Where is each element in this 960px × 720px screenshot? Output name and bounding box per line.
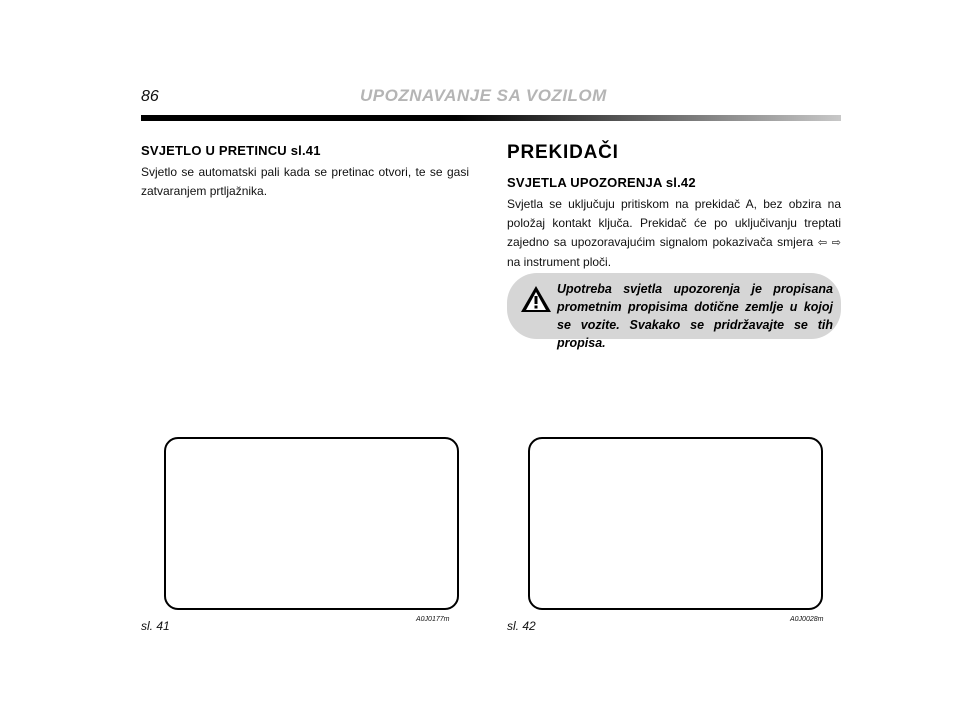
warning-box [507,273,841,350]
figure-42-frame [528,437,823,610]
right-paragraph-end: na instrument ploči. [507,255,612,269]
chapter-title: UPOZNAVANJE SA VOZILOM [360,86,607,105]
page-number: 86 [141,88,159,105]
section-title: PREKIDAČI [507,142,619,163]
right-paragraph-start: Svjetla se uključuju pritiskom na prekidač A, bez obzira na položaj kontakt ključa. Prekidač će po uključivanju treptati zajedno sa upozoravajućim signalom pokazivača smjera [507,197,841,249]
turn-right-arrow-icon: ⇨ [831,237,842,249]
warning-text: Upotreba svjetla upozorenja je propisana prometnim propisima dotične zemlje u kojoj se vozite. Svakako se pridržavajte se tih propisa. [557,282,833,350]
right-subheading: SVJETLA UPOZORENJA sl.42 [507,175,696,190]
turn-left-arrow-icon: ⇦ [817,237,828,249]
warning-triangle-icon [520,284,552,314]
figure-41-label: sl. 41 [141,619,170,633]
figure-41-code: A0J0177m [416,616,450,623]
figure-41-frame [164,437,459,610]
figure-42-code: A0J0028m [790,616,824,623]
header-rule [141,115,841,121]
left-paragraph: Svjetlo se automatski pali kada se pretinac otvori, te se gasi zatvaranjem prtljažnika. [141,165,469,198]
left-heading: SVJETLO U PRETINCU sl.41 [141,143,321,158]
figure-42-label: sl. 42 [507,619,536,633]
right-paragraph [507,195,841,272]
